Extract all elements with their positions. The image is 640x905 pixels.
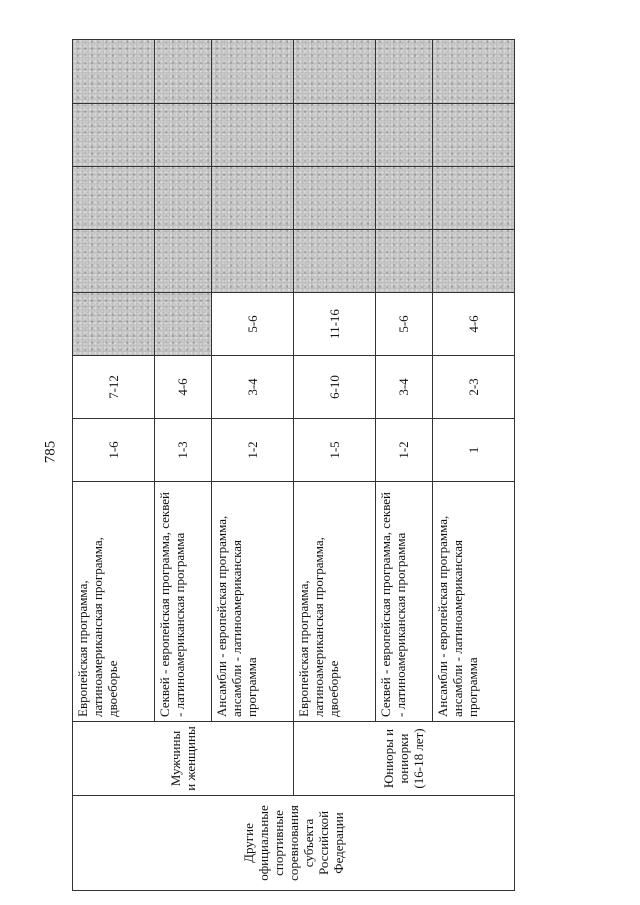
- program-cell: Секвей - европейская программа, секвей - латиноамериканская программа: [375, 482, 432, 722]
- competition-cell: Другие официальные спортивные соревнования субъекта Российской Федерации: [73, 796, 515, 891]
- value-cell: 2-3: [433, 356, 515, 419]
- page-number: 785: [42, 440, 59, 464]
- value-cell: 1-2: [212, 419, 294, 482]
- program-cell: Ансамбли - европейская программа, ансамбли - латиноамериканская программа: [433, 482, 515, 722]
- shaded-cell: [433, 167, 515, 230]
- shaded-cell: [154, 293, 211, 356]
- shaded-cell: [154, 40, 211, 104]
- program-cell: Европейская программа, латиноамериканская программа, двоеборье: [73, 482, 155, 722]
- shaded-cell: [212, 167, 294, 230]
- ranking-table: [72, 39, 515, 891]
- table-row: [73, 40, 155, 891]
- shaded-cell: [73, 104, 155, 167]
- value-cell: 1-5: [293, 419, 375, 482]
- value-cell: 4-6: [154, 356, 211, 419]
- shaded-cell: [73, 230, 155, 293]
- value-cell: 6-10: [293, 356, 375, 419]
- age-group-cell: Мужчины и женщины: [73, 722, 294, 796]
- shaded-cell: [73, 167, 155, 230]
- value-cell: 1-2: [375, 419, 432, 482]
- value-cell: 7-12: [73, 356, 155, 419]
- shaded-cell: [375, 167, 432, 230]
- value-cell: 1: [433, 419, 515, 482]
- shaded-cell: [375, 40, 432, 104]
- value-cell: 3-4: [212, 356, 294, 419]
- shaded-cell: [212, 230, 294, 293]
- value-cell: 3-4: [375, 356, 432, 419]
- program-cell: Европейская программа, латиноамериканская программа, двоеборье: [293, 482, 375, 722]
- shaded-cell: [293, 167, 375, 230]
- value-cell: 1-6: [73, 419, 155, 482]
- shaded-cell: [212, 40, 294, 104]
- shaded-cell: [73, 293, 155, 356]
- value-cell: 5-6: [212, 293, 294, 356]
- shaded-cell: [293, 104, 375, 167]
- value-cell: 4-6: [433, 293, 515, 356]
- value-cell: 1-3: [154, 419, 211, 482]
- shaded-cell: [154, 104, 211, 167]
- shaded-cell: [293, 40, 375, 104]
- shaded-cell: [433, 104, 515, 167]
- age-group-cell: Юниоры и юниорки (16-18 лет): [293, 722, 514, 796]
- value-cell: 5-6: [375, 293, 432, 356]
- shaded-cell: [433, 40, 515, 104]
- program-cell: Ансамбли - европейская программа, ансамбли - латиноамериканская программа: [212, 482, 294, 722]
- rotated-table-wrapper: [72, 40, 515, 891]
- shaded-cell: [375, 104, 432, 167]
- shaded-cell: [154, 167, 211, 230]
- shaded-cell: [73, 40, 155, 104]
- program-cell: Секвей - европейская программа, секвей - латиноамериканская программа: [154, 482, 211, 722]
- table-row: [293, 40, 375, 891]
- shaded-cell: [375, 230, 432, 293]
- shaded-cell: [212, 104, 294, 167]
- shaded-cell: [433, 230, 515, 293]
- shaded-cell: [293, 230, 375, 293]
- value-cell: 11-16: [293, 293, 375, 356]
- shaded-cell: [154, 230, 211, 293]
